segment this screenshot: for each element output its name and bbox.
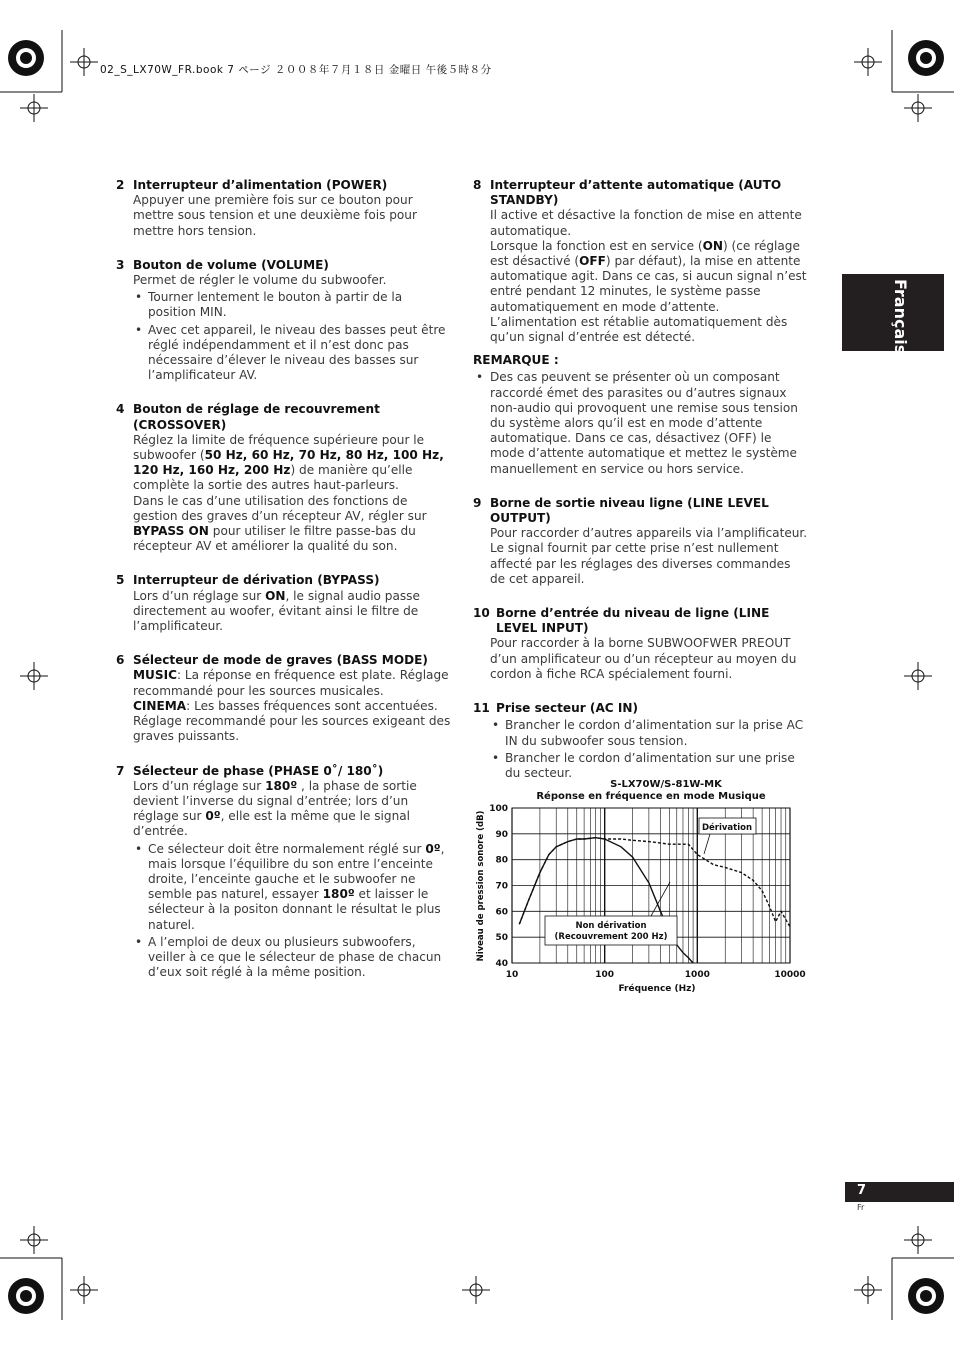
note-title: REMARQUE : <box>473 353 559 368</box>
list-item: • Tourner lentement le bouton à partir de la position MIN. <box>133 290 451 320</box>
y-tick-label: 100 <box>489 804 508 814</box>
section-volume: 3 Bouton de volume (VOLUME) Permet de régler le volume du subwoofer. • Tourner lentement le bouton à partir de la position MIN. • Avec cet appareil, le niveau des basses peut être réglé indépendamment et il n’est donc pas nécessaire d’élever le niveau des basses sur l’amplificateur AV. <box>116 258 451 384</box>
y-tick-label: 60 <box>495 907 508 918</box>
note-box <box>473 353 808 477</box>
section-body: Appuyer une première fois sur ce bouton pour mettre sous tension et une deuxième fois pour mettre hors tension. <box>133 193 417 238</box>
section-ac-in: 11 Prise secteur (AC IN) • Brancher le cordon d’alimentation sur la prise AC IN du subwoofer sous tension. • Brancher le cordon d’alimentation sur une prise du secteur. <box>473 701 808 781</box>
page-number: 7 <box>857 1183 867 1198</box>
section-body: Réglez la limite de fréquence supérieure pour le subwoofer (50 Hz, 60 Hz, 70 Hz, 80 Hz, 100 Hz, 120 Hz, 160 Hz, 200 Hz) de manière qu’elle complète la sortie des autres haut-parleurs. <box>133 432 444 493</box>
list-item: • Des cas peuvent se présenter où un composant raccordé émet des parasites ou d’autres signaux non-audio qui provoquent une remise sous tension du système alors qu’il est en mode d’attente automatique. Dans ce cas, désactivez (OFF) le mode d’attente automatique et mettez le système manuellement en service ou hors service. <box>473 370 808 476</box>
section-body: Lors d’un réglage sur ON, le signal audio passe directement au woofer, évitant ainsi le filtre de l’amplificateur. <box>133 588 420 634</box>
x-axis-label: Fréquence (Hz) <box>618 984 696 994</box>
y-tick-label: 80 <box>495 855 508 866</box>
section-body: Permet de régler le volume du subwoofer. <box>133 273 387 288</box>
section-title: Bouton de réglage de recouvrement (CROSSOVER) <box>133 402 380 432</box>
section-title: Interrupteur d’alimentation (POWER) <box>133 178 388 192</box>
section-title: Sélecteur de phase (PHASE 0˚/ 180˚) <box>133 763 384 778</box>
section-phase: 7 Sélecteur de phase (PHASE 0˚/ 180˚) Lors d’un réglage sur 180º , la phase de sortie devient l’inverse du signal d’entrée; lors d’un réglage sur 0º, elle est la même que le signal d’entrée. • Ce sélecteur doit être normalement réglé sur 0º, mais lorsque l’équilibre du son entre l’enceinte droite, l’enceinte gauche et le subwoofer ne semble pas naturel, essayer 180º et laisser le sélecteur à la positon donnant le résultat le plus naturel. • A l’emploi de deux ou plusieurs subwoofers, veiller à ce que le sélecteur de phase de chacun d’eux soit réglé à la même position. <box>116 764 451 981</box>
x-tick-label: 10 <box>505 970 519 980</box>
right-column <box>473 178 808 800</box>
y-tick-label: 40 <box>495 959 508 969</box>
language-tab-label: Français <box>891 279 910 355</box>
x-axis-ticks <box>506 970 806 980</box>
section-power: 2 Interrupteur d’alimentation (POWER) Appuyer une première fois sur ce bouton pour mettre sous tension et une deuxième fois pour mettre hors tension. <box>116 178 451 239</box>
series-line <box>519 838 790 927</box>
y-axis-ticks <box>489 804 508 969</box>
chart-title: S-LX70W/S-81W-MK <box>610 779 722 790</box>
y-axis-label: Niveau de pression sonore (dB) <box>476 810 486 962</box>
section-bass-mode: 6 Sélecteur de mode de graves (BASS MODE) MUSIC: La réponse en fréquence est plate. Réglage recommandé pour les sources musicales. CINEMA: Les basses fréquences sont accentuées. Réglage recommandé pour les sources exigeant des graves puissants. <box>116 653 451 744</box>
y-tick-label: 90 <box>495 829 508 840</box>
annotation-bypass: Dérivation <box>701 823 753 833</box>
list-item: • Ce sélecteur doit être normalement réglé sur 0º, mais lorsque l’équilibre du son entre l’enceinte droite, l’enceinte gauche et le subwoofer ne semble pas naturel, essayer 180º et laisser le sélecteur à la positon donnant le résultat le plus naturel. <box>133 842 451 933</box>
section-body: Lorsque la fonction est en service (ON) (ce réglage est désactivé (OFF) par défaut), la mise en attente automatique agit. Dans ce cas, si aucun signal n’est entré pendant 12 minutes, le système passe automatiquement en mode d’attente. L’alimentation est rétablie automatiquement dès qu’un signal d’entrée est détecté. <box>490 238 807 345</box>
section-line-output: 9 Borne de sortie niveau ligne (LINE LEVEL OUTPUT) Pour raccorder d’autres appareils via l’amplificateur. Le signal fournit par cette prise n’est nullement affecté par les réglages des diverses commandes de cet appareil. <box>473 495 808 586</box>
section-line-input: 10 Borne d’entrée du niveau de ligne (LINE LEVEL INPUT) Pour raccorder à la borne SUBWOOFWER PREOUT d’un amplificateur ou d’un récepteur au moyen du cordon à fiche RCA spécialement fourni. <box>473 606 808 682</box>
section-title: Sélecteur de mode de graves (BASS MODE) <box>133 653 428 668</box>
list-item: • Brancher le cordon d’alimentation sur une prise du secteur. <box>490 751 808 781</box>
x-tick-label: 10000 <box>774 970 806 980</box>
section-body: Dans le cas d’une utilisation des fonctions de gestion des graves d’un récepteur AV, régler sur BYPASS ON pour utiliser le filtre passe-bas du récepteur AV et améliorer la qualité du son. <box>133 493 427 554</box>
section-title: Prise secteur (AC IN) <box>496 701 639 716</box>
section-title: Borne d’entrée du niveau de ligne (LINE LEVEL INPUT) <box>496 606 770 636</box>
page-language: Fr <box>857 1203 865 1212</box>
left-column <box>116 178 451 999</box>
section-crossover: 4 Bouton de réglage de recouvrement (CROSSOVER) Réglez la limite de fréquence supérieure pour le subwoofer (50 Hz, 60 Hz, 70 Hz, 80 Hz, 100 Hz, 120 Hz, 160 Hz, 200 Hz) de manière qu’elle complète la sortie des autres haut-parleurs. Dans le cas d’une utilisation des fonctions de gestion des graves d’un récepteur AV, régler sur BYPASS ON pour utiliser le filtre passe-bas du récepteur AV et améliorer la qualité du son. <box>116 402 451 554</box>
section-body: Pour raccorder d’autres appareils via l’amplificateur. Le signal fournit par cette prise n’est nullement affecté par les réglages des diverses commandes de cet appareil. <box>490 526 808 586</box>
section-body: Pour raccorder à la borne SUBWOOFWER PREOUT d’un amplificateur ou d’un récepteur au moyen du cordon à fiche RCA spécialement fourni. <box>490 636 797 681</box>
section-title: Borne de sortie niveau ligne (LINE LEVEL OUTPUT) <box>490 495 769 526</box>
section-auto-standby: 8 Interrupteur d’attente automatique (AUTO STANDBY) Il active et désactive la fonction de mise en attente automatique. Lorsque la fonction est en service (ON) (ce réglage est désactivé (OFF) par défaut), la mise en attente automatique agit. Dans ce cas, si aucun signal n’est entré pendant 12 minutes, le système passe automatiquement en mode d’attente. L’alimentation est rétablie automatiquement dès qu’un signal d’entrée est détecté. <box>473 178 807 345</box>
section-body: MUSIC: La réponse en fréquence est plate. Réglage recommandé pour les sources musicales. <box>133 668 449 698</box>
list-item: • Brancher le cordon d’alimentation sur la prise AC IN du subwoofer sous tension. <box>490 718 808 748</box>
section-body: Il active et désactive la fonction de mise en attente automatique. <box>490 208 802 238</box>
annotation-non-bypass: Non dérivation <box>575 921 647 931</box>
section-title: Interrupteur de dérivation (BYPASS) <box>133 573 380 588</box>
annotation-non-bypass-crossover: (Recouvrement 200 Hz) <box>554 932 668 942</box>
x-tick-label: 1000 <box>684 970 710 980</box>
y-tick-label: 70 <box>495 881 508 892</box>
language-tab <box>842 274 944 355</box>
list-item: • Avec cet appareil, le niveau des basses peut être réglé indépendamment et il n’est donc pas nécessaire d’élever le niveau des basses sur l’amplificateur AV. <box>133 323 451 384</box>
book-header: 02_S_LX70W_FR.book 7 ページ ２００８年７月１８日 金曜日 午後５時８分 <box>100 64 492 76</box>
section-bypass: 5 Interrupteur de dérivation (BYPASS) Lors d’un réglage sur ON, le signal audio passe directement au woofer, évitant ainsi le filtre de l’amplificateur. <box>116 573 451 634</box>
y-tick-label: 50 <box>495 933 508 944</box>
section-body: CINEMA: Les basses fréquences sont accentuées. Réglage recommandé pour les sources exigeant des graves puissants. <box>133 698 451 744</box>
list-item: • A l’emploi de deux ou plusieurs subwoofers, veiller à ce que le sélecteur de phase de chacun d’eux soit réglé à la même position. <box>133 935 451 981</box>
annotation-leader-line <box>704 834 710 854</box>
section-title: Bouton de volume (VOLUME) <box>133 257 329 272</box>
section-title: Interrupteur d’attente automatique (AUTO STANDBY) <box>490 178 782 208</box>
chart-subtitle: Réponse en fréquence en mode Musique <box>536 791 766 802</box>
x-tick-label: 100 <box>595 970 615 980</box>
frequency-response-chart <box>470 772 820 1000</box>
section-body: Lors d’un réglage sur 180º , la phase de sortie devient l’inverse du signal d’entrée; lors d’un réglage sur 0º, elle est la même que le signal d’entrée. <box>133 778 417 839</box>
